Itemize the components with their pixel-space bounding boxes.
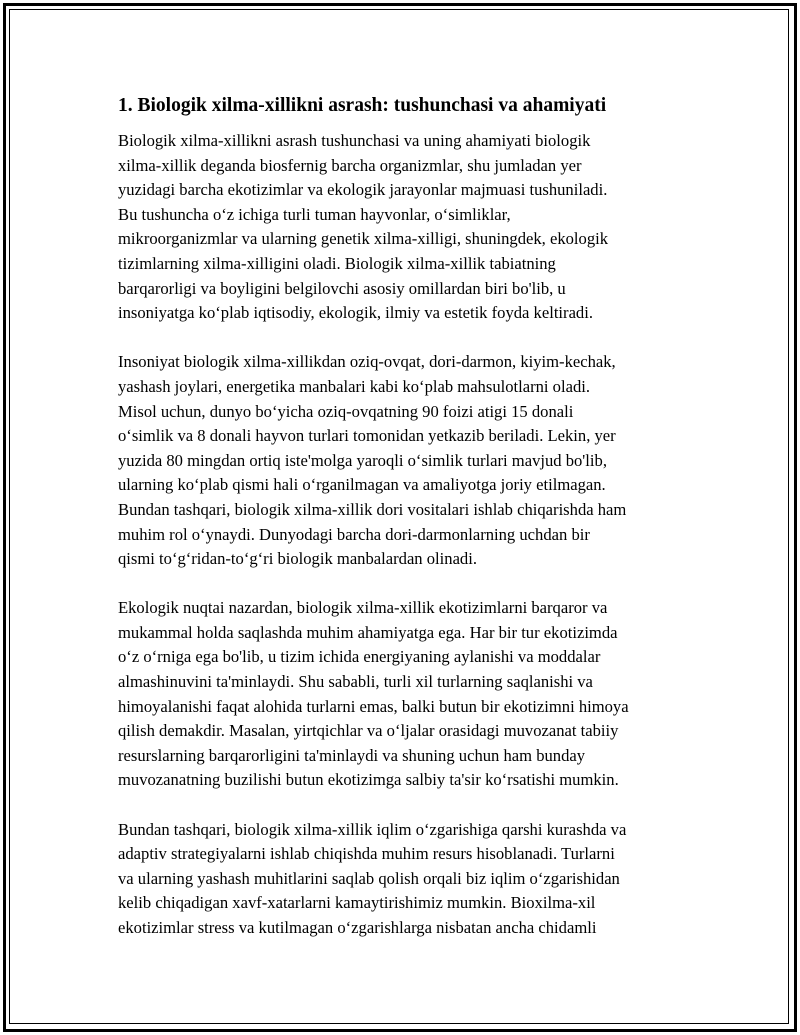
text-line: muhim rol o‘ynaydi. Dunyodagi barcha dori-darmonlarning uchdan bir bbox=[118, 524, 590, 544]
text-line: muvozanatning buzilishi butun ekotizimga salbiy ta'sir ko‘rsatishi mumkin. bbox=[118, 770, 619, 790]
text-line: ularning ko‘plab qismi hali o‘rganilmagan va amaliyotga joriy etilmagan. bbox=[118, 475, 606, 495]
text-line: yuzidagi barcha ekotizimlar va ekologik jarayonlar majmuasi tushuniladi. bbox=[118, 180, 608, 200]
paragraph-1 bbox=[118, 129, 693, 326]
text-line: o‘z o‘rniga ega bo'lib, u tizim ichida energiyaning aylanishi va moddalar bbox=[118, 647, 601, 667]
text-line: ekotizimlar stress va kutilmagan o‘zgarishlarga nisbatan ancha chidamli bbox=[118, 918, 597, 937]
paragraph-4 bbox=[118, 818, 693, 941]
text-line: Insoniyat biologik xilma-xillikdan oziq-ovqat, dori-darmon, kiyim-kechak, bbox=[118, 352, 616, 372]
text-line: Bu tushuncha o‘z ichiga turli tuman hayvonlar, o‘simliklar, bbox=[118, 204, 511, 224]
text-line: tizimlarning xilma-xilligini oladi. Biologik xilma-xillik tabiatning bbox=[118, 253, 556, 273]
text-line: o‘simlik va 8 donali hayvon turlari tomonidan yetkazib beriladi. Lekin, yer bbox=[118, 426, 616, 446]
text-line: va ularning yashash muhitlarini saqlab qolish orqali biz iqlim o‘zgarishidan bbox=[118, 868, 620, 888]
text-line: almashinuvini ta'minlaydi. Shu sababli, turli xil turlarning saqlanishi va bbox=[118, 672, 593, 692]
paragraph-2 bbox=[118, 350, 693, 571]
section-heading: 1. Biologik xilma-xillikni asrash: tushunchasi va ahamiyati bbox=[118, 95, 607, 116]
text-line: Bundan tashqari, biologik xilma-xillik dori vositalari ishlab chiqarishda ham bbox=[118, 499, 627, 519]
text-line: insoniyatga ko‘plab iqtisodiy, ekologik, ilmiy va estetik foyda keltiradi. bbox=[118, 303, 593, 323]
text-line: Biologik xilma-xillikni asrash tushunchasi va uning ahamiyati biologik bbox=[118, 131, 591, 150]
text-line: kelib chiqadigan xavf-xatarlarni kamaytirishimiz mumkin. Bioxilma-xil bbox=[118, 893, 596, 913]
text-line: yuzida 80 mingdan ortiq iste'molga yaroqli o‘simlik turlari mavjud bo'lib, bbox=[118, 450, 607, 470]
text-line: barqarorligi va boyligini belgilovchi asosiy omillardan biri bo'lib, u bbox=[118, 278, 566, 298]
text-line: qilish demakdir. Masalan, yirtqichlar va o‘ljalar orasidagi muvozanat tabiiy bbox=[118, 721, 619, 741]
text-line: mikroorganizmlar va ularning genetik xilma-xilligi, shuningdek, ekologik bbox=[118, 229, 609, 249]
text-line: Bundan tashqari, biologik xilma-xillik iqlim o‘zgarishiga qarshi kurashda va bbox=[118, 819, 627, 839]
text-line: Ekologik nuqtai nazardan, biologik xilma-xillik ekotizimlarni barqaror va bbox=[118, 598, 608, 618]
text-line: resurslarning barqarorligini ta'minlaydi va shuning uchun ham bunday bbox=[118, 745, 586, 765]
text-line: Misol uchun, dunyo bo‘yicha oziq-ovqatning 90 foizi atigi 15 donali bbox=[118, 401, 574, 421]
document-body bbox=[118, 92, 693, 965]
paragraph-3 bbox=[118, 596, 693, 793]
text-line: xilma-xillik deganda biosfernig barcha organizmlar, shu jumladan yer bbox=[118, 155, 582, 175]
text-line: qismi to‘g‘ridan-to‘g‘ri biologik manbalardan olinadi. bbox=[118, 549, 477, 569]
text-line: adaptiv strategiyalarni ishlab chiqishda muhim resurs hisoblanadi. Turlarni bbox=[118, 844, 615, 864]
text-line: yashash joylari, energetika manbalari kabi ko‘plab mahsulotlarni oladi. bbox=[118, 376, 591, 396]
text-line: mukammal holda saqlashda muhim ahamiyatga ega. Har bir tur ekotizimda bbox=[118, 622, 618, 642]
text-line: himoyalanishi faqat alohida turlarni emas, balki butun bir ekotizimni himoya bbox=[118, 696, 629, 716]
